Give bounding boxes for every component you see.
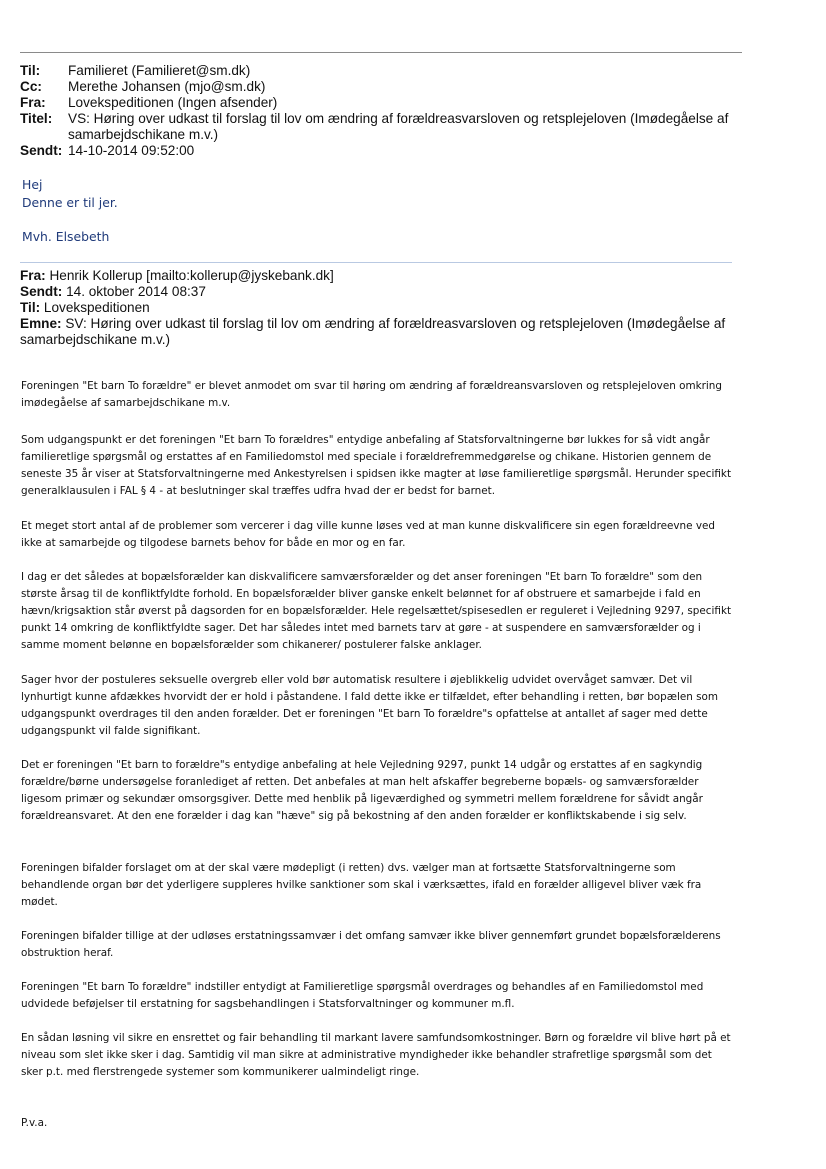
title-value: VS: Høring over udkast til forslag til lov om ændring af forældreasvarsloven og retsplejeloven (Imødegåelse af samarbejdschikane m.v.) xyxy=(68,111,729,142)
body-paragraph-5: Sager hvor der postuleres seksuelle overgreb eller vold bør automatisk resultere i øjeblikkelig udvidet overvåget samvær. Det vil lynhurtigt kunne afdækkes hvorvidt der er hold i påstandene. I fald dette ikke er tilfældet, efter behandling i retten, bør bopælen som udgangspunkt overdrages til den anden forælder. Det er foreningen "Et barn To forældre"s opfattelse at antallet af sager med dette udgangspunkt vil falde signifikant. xyxy=(21,674,719,737)
cc-row xyxy=(20,79,810,95)
sent-label: Sendt: xyxy=(20,143,63,158)
body-paragraph-10: En sådan løsning vil sikre en ensrettet og fair behandling til markant lavere samfundsomkostninger. Børn og forældre vil blive hørt på et niveau som slet ikke sker i dag. Samtidig vil man sikre at administrative myndigheder ikke behandler strafretlige spørgsmål som det sker p.t. med flerstrengede systemer som kommunikerer ualmindeligt ringe. xyxy=(21,1032,731,1078)
email-header xyxy=(20,63,810,159)
greeting-hej: Hej xyxy=(22,177,43,192)
body-paragraph-9: Foreningen "Et barn To forældre" indstiller entydigt at Familieretlige spørgsmål overdrages og behandles af en Familiedomstol med udvidede beføjelser til erstatning for sagsbehandlingen i Statsforvaltninger og kommuner m.fl. xyxy=(21,981,704,1010)
title-row xyxy=(20,111,810,143)
from-value: Lovekspeditionen (Ingen afsender) xyxy=(68,95,278,110)
fwd-to-row xyxy=(20,300,740,316)
to-row xyxy=(20,63,810,79)
title-label: Titel: xyxy=(20,111,53,126)
signoff: Mvh. Elsebeth xyxy=(22,229,110,244)
body-paragraph-8: Foreningen bifalder tillige at der udløses erstatningssamvær i det omfang samvær ikke bliver gennemført grundet bopælsforælderens obstruktion heraf. xyxy=(21,930,721,959)
fwd-sent-value: 14. oktober 2014 08:37 xyxy=(66,284,206,299)
from-row xyxy=(20,95,810,111)
fwd-to-value: Lovekspeditionen xyxy=(43,300,150,315)
forward-divider xyxy=(20,262,732,263)
from-label: Fra: xyxy=(20,95,46,110)
body-paragraph-6: Det er foreningen "Et barn to forældre"s entydige anbefaling at hele Vejledning 9297, punkt 14 udgår og erstattes af en sagkyndig forældre/børne undersøgelse foranlediget af retten. Det anbefales at man helt afskaffer begreberne bopæls- og samværsforælder ligesom primær og sekundær omsorgsgiver. Dette med henblik på ligeværdighed og symmetri mellem forældrene for såvidt angår forældreansvaret. At den ene forælder i dag kan "hæve" sig på bekostning af den anden forælder er konfliktskabende i sig selv. xyxy=(21,759,703,822)
sent-value: 14-10-2014 09:52:00 xyxy=(68,143,195,158)
body-paragraph-3: Et meget stort antal af de problemer som vercerer i dag ville kunne løses ved at man kunne diskvalificere sin egen forældreevne ved ikke at samarbejde og tilgodese barnets behov for både en mor og en far. xyxy=(21,520,715,549)
to-value: Familieret (Familieret@sm.dk) xyxy=(68,63,251,78)
fwd-from-value: Henrik Kollerup [mailto:kollerup@jyskebank.dk] xyxy=(49,268,334,283)
top-divider xyxy=(20,52,742,53)
cc-value: Merethe Johansen (mjo@sm.dk) xyxy=(68,79,266,94)
body-paragraph-4: I dag er det således at bopælsforælder kan diskvalificere samværsforælder og det anser foreningen "Et barn To forældre" som den største årsag til de konfliktfyldte forhold. En bopælsforælder bliver ganske enkelt belønnet for af obstruere et samarbejde i fald en hævn/krigsaktion står øverst på dagsorden for en bopælsforælder. Hele regelsættet/spisesedlen er reguleret i Vejledning 9297, specifikt punkt 14 omkring de konfliktfyldte sager. Det har således intet med barnets tarv at gøre - at suspendere en samværsforælder og i samme moment belønne en bopælsforælder som chikanerer/ postulerer falske anklager. xyxy=(21,571,732,651)
fwd-to-label: Til: xyxy=(20,300,41,315)
forwarded-header xyxy=(20,268,740,348)
body-paragraph-7: Foreningen bifalder forslaget om at der skal være mødepligt (i retten) dvs. vælger man at fortsætte Statsforvaltningerne som behandlende organ bør det yderligere suppleres hvilke sanktioner som skal i værksættes, ifald en forælder alligevel bliver væk fra mødet. xyxy=(21,862,702,908)
to-label: Til: xyxy=(20,63,41,78)
fwd-subject-row xyxy=(20,316,740,348)
fwd-subject-label: Emne: xyxy=(20,316,62,331)
fwd-sent-label: Sendt: xyxy=(20,284,63,299)
pva-signature: P.v.a. xyxy=(21,1117,48,1129)
body-paragraph-2: Som udgangspunkt er det foreningen "Et barn To forældres" entydige anbefaling af Statsforvaltningerne bør lukkes for så vidt angår familieretlige spørgsmål og erstattes af en Familiedomstol med speciale i forældrefremmedgørelse og chikane. Historien gennem de seneste 35 år viser at Statsforvaltningerne med Ankestyrelsen i spidsen ikke magter at løse familieretlige spørgsmål. Herunder specifikt generalklausulen i FAL § 4 - at beslutninger skal træffes udfra hvad der er bedst for barnet. xyxy=(21,434,732,497)
cc-label: Cc: xyxy=(20,79,42,94)
fwd-from-label: Fra: xyxy=(20,268,46,283)
fwd-from-row xyxy=(20,268,740,284)
body-paragraph-1: Foreningen "Et barn To forældre" er blevet anmodet om svar til høring om ændring af forældreansvarsloven og retsplejeloven omkring imødegåelse af samarbejdschikane m.v. xyxy=(21,380,722,409)
sent-row xyxy=(20,143,810,159)
fwd-sent-row xyxy=(20,284,740,300)
fwd-subject-value: SV: Høring over udkast til forslag til lov om ændring af forældreasvarsloven og retsplejeloven (Imødegåelse af samarbejdschikane m.v.) xyxy=(20,316,726,347)
greeting-line: Denne er til jer. xyxy=(22,195,118,210)
